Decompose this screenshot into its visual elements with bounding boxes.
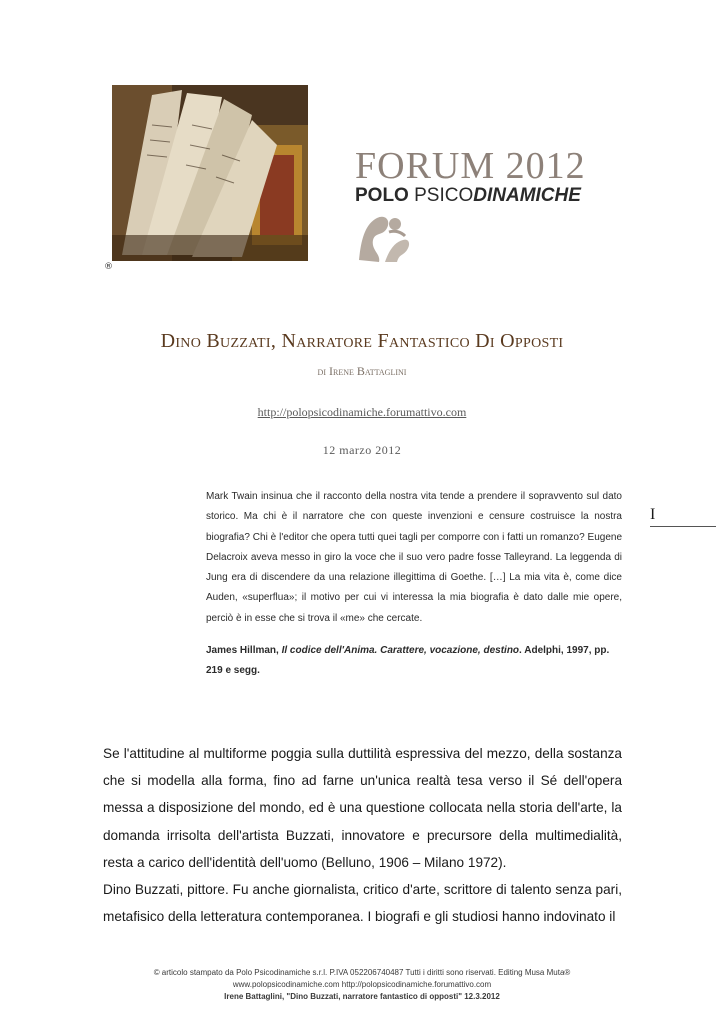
brand-title: FORUM 2012: [355, 145, 586, 187]
brand-sub-dinamiche: DINAMICHE: [473, 185, 581, 206]
page-number: I: [650, 506, 716, 527]
article-url-link[interactable]: http://polopsicodinamiche.forumattivo.com: [257, 405, 467, 419]
body-paragraph-2: Dino Buzzati, pittore. Fu anche giornalista, critico d'arte, scrittore di talento senza pari, metafisico della letteratura contemporanea. I biografi e gli studiosi hanno indovinato il: [103, 882, 622, 925]
footer-links: www.polopsicodinamiche.com http://polopsicodinamiche.forumattivo.com: [232, 980, 492, 989]
page-footer: [0, 967, 724, 1003]
footer-citation: Irene Battaglini, "Dino Buzzati, narratore fantastico di opposti" 12.3.2012: [224, 992, 500, 1001]
quote-reference: James Hillman, Il codice dell'Anima. Carattere, vocazione, destino. Adelphi, 1997, pp. 219 e segg.: [206, 645, 610, 677]
article-title: Dino Buzzati, Narratore Fantastico Di Opposti: [160, 330, 564, 352]
article-body: [103, 740, 622, 930]
book-image: [112, 85, 308, 261]
body-paragraph-1: Se l'attitudine al multiforme poggia sulla duttilità espressiva del mezzo, della sostanza che si modella alla forma, fino ad farne un'unica realtà tesa verso il Sé dell'opera messa a disposizione del mondo, ed è una questione collocata nella storia dell'arte, la domanda irrisolta dell'artista Buzzati, innovatore e precursore della multimedialità, resta a carico dell'identità dell'uomo (Belluno, 1906 – Milano 1972).: [103, 746, 622, 870]
quote-text: Mark Twain insinua che il racconto della nostra vita tende a prendere il sopravvento sul dato storico. Ma chi è il narratore che con queste invenzioni e censure costruisce la nostra biografia? Chi è l'editor che opera tutti quei tagli per comporre con i fatti un romanzo? Eugene Delacroix aveva messo in giro la voce che il suo vero padre fosse Talleyrand. La leggenda di Jung era di discendere da una relazione illegittima di Goethe. […] La mia vita è, come dice Auden, «superflua»; il motivo per cui vi interessa la mia biografia è dato dalle mie opere, perciò è in esse che si trova il «me» che cercate.: [206, 491, 622, 624]
article-author: di Irene Battaglini: [317, 364, 407, 378]
brand-logo-icon: [355, 210, 413, 264]
article-date: 12 marzo 2012: [322, 443, 402, 457]
brand-block: [355, 147, 605, 207]
footer-copyright: © articolo stampato da Polo Psicodinamiche s.r.l. P.IVA 052206740487 Tutti i diritti sono riservati. Editing Musa Muta®: [153, 968, 571, 977]
registered-mark: ®: [104, 262, 113, 272]
epigraph-quote: [206, 487, 622, 682]
brand-sub-polo: POLO: [355, 185, 415, 206]
brand-subtitle: [355, 185, 605, 207]
brand-sub-psico: PSICO: [414, 185, 474, 206]
